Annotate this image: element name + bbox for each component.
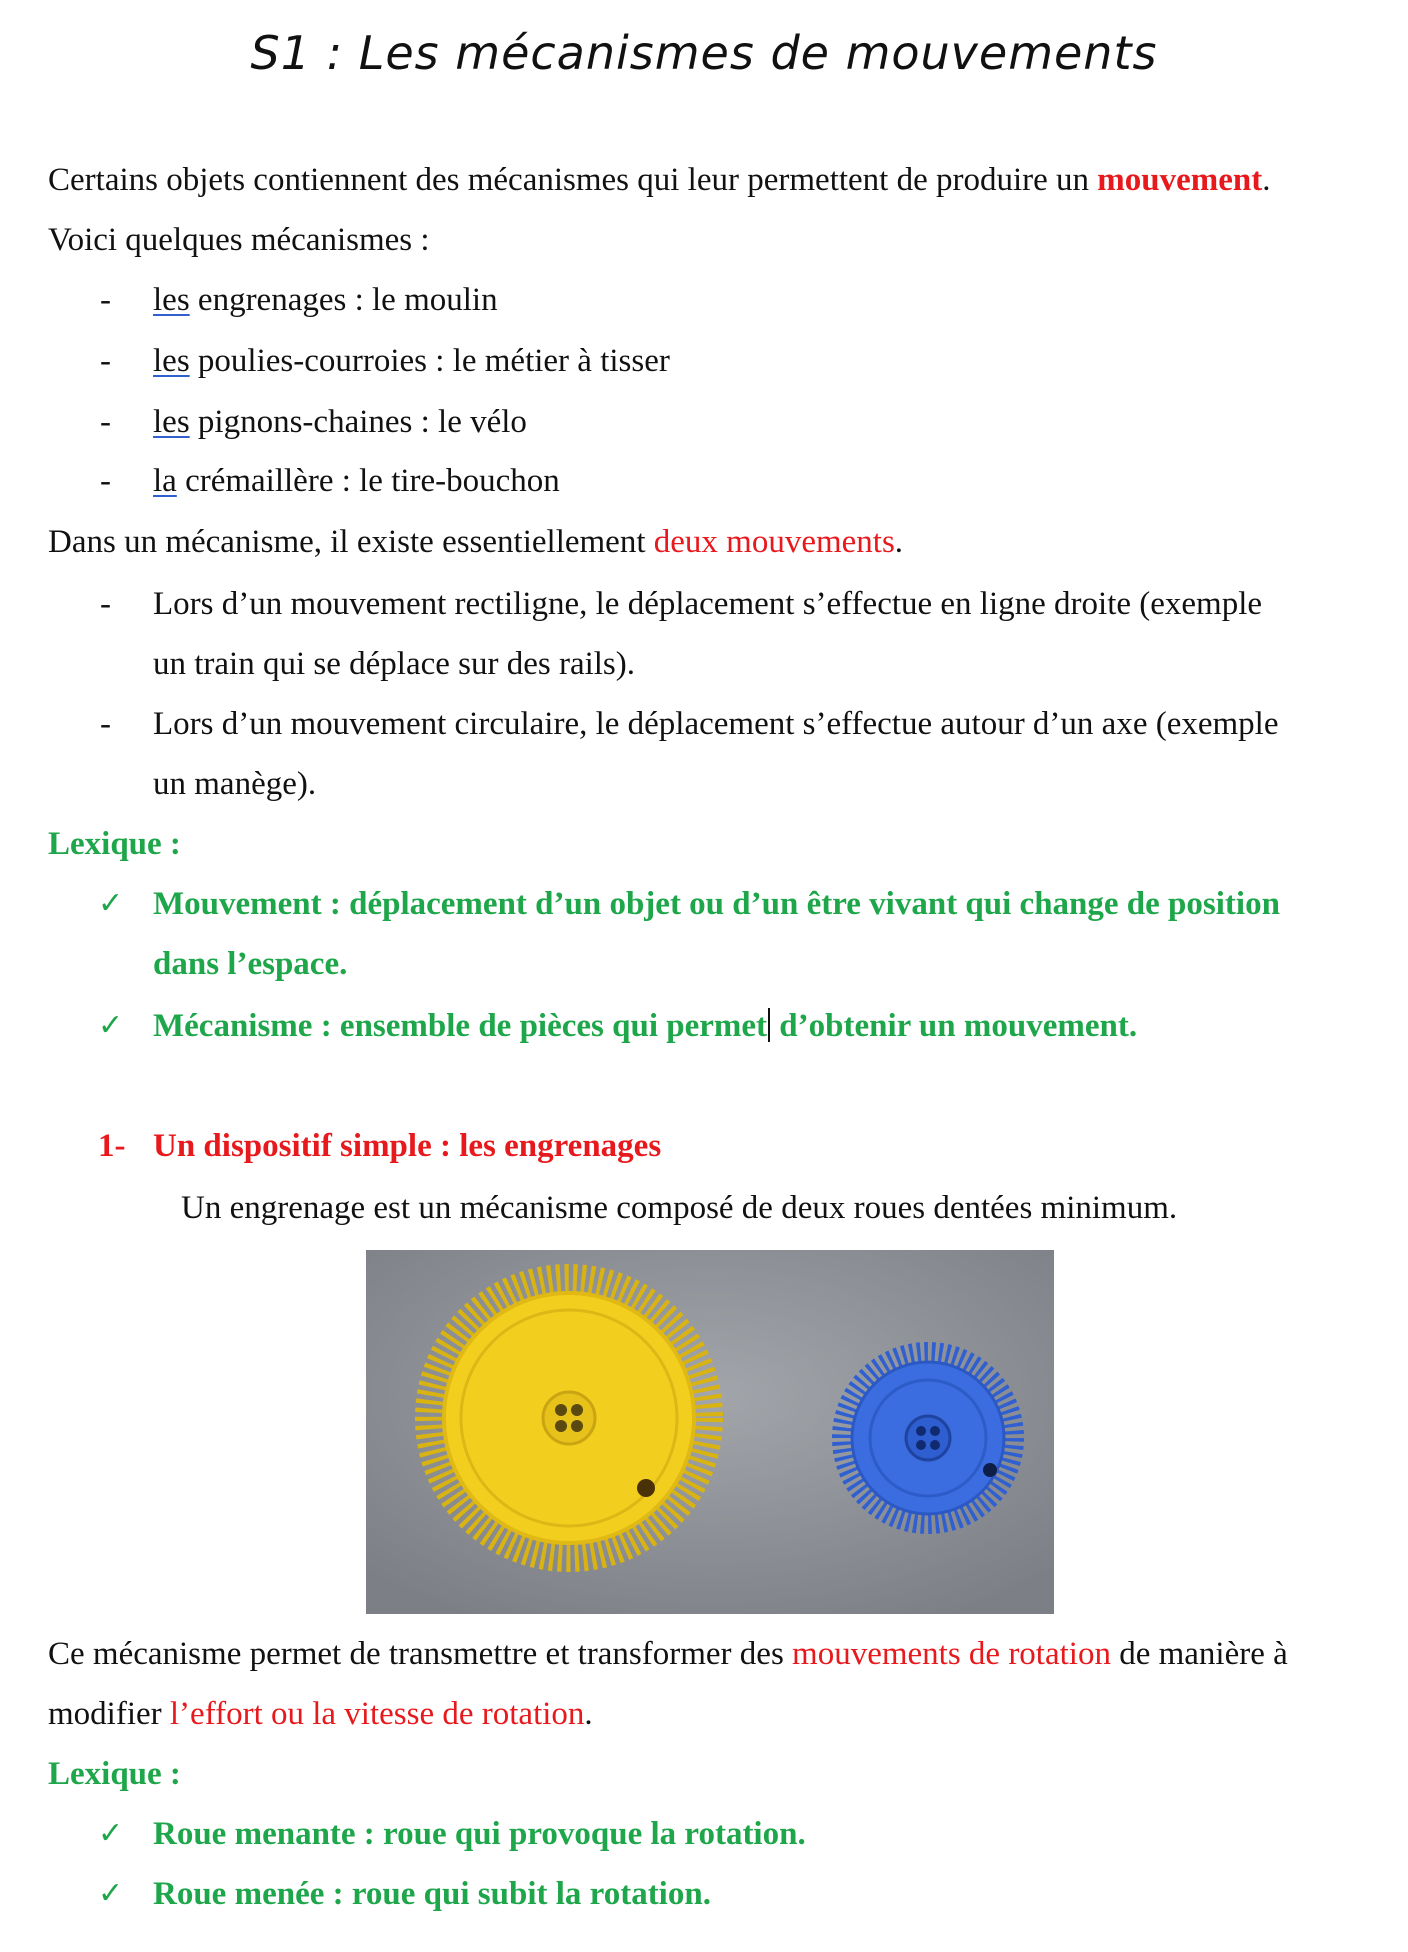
section-definition: Un engrenage est un mécanisme composé de deux roues dentées minimum. bbox=[181, 1190, 1178, 1226]
check-icon: ✓ bbox=[98, 1008, 124, 1043]
transmission-end: . bbox=[584, 1696, 593, 1732]
text-cursor bbox=[768, 1008, 770, 1042]
intro-paragraph bbox=[48, 162, 1271, 199]
lexique-item-mouvement-line1: Mouvement : déplacement d’un objet ou d’un être vivant qui change de position bbox=[153, 886, 1280, 922]
list-item-text: pignons-chaines : le vélo bbox=[189, 404, 527, 440]
section-title: Un dispositif simple : les engrenages bbox=[153, 1128, 662, 1164]
mechanisms-intro: Voici quelques mécanismes : bbox=[48, 222, 430, 258]
transmission-line2 bbox=[48, 1696, 593, 1733]
list-bullet: - bbox=[100, 343, 111, 379]
list-bullet: - bbox=[100, 586, 111, 622]
movements-intro-highlight: deux mouvements bbox=[653, 524, 895, 560]
list-bullet: - bbox=[100, 404, 111, 440]
list-item-text: engrenages : le moulin bbox=[189, 282, 498, 318]
list-item-text: poulies-courroies : le métier à tisser bbox=[189, 343, 670, 379]
intro-highlight: mouvement bbox=[1097, 162, 1263, 198]
transmission-line1 bbox=[48, 1636, 1288, 1673]
list-bullet: - bbox=[100, 706, 111, 742]
movements-intro-end: . bbox=[894, 524, 904, 560]
lexique-item-mecanisme bbox=[153, 1008, 1137, 1045]
transmission-text: modifier bbox=[48, 1696, 170, 1732]
check-icon: ✓ bbox=[98, 1816, 124, 1851]
lexique-item-text-start: Mécanisme : ensemble de pièces qui permet bbox=[153, 1008, 768, 1044]
page-title: S1 : Les mécanismes de mouvements bbox=[250, 26, 1158, 80]
list-item bbox=[153, 404, 527, 441]
check-icon: ✓ bbox=[98, 886, 124, 921]
transmission-text: Ce mécanisme permet de transmettre et transformer des bbox=[48, 1636, 793, 1672]
movement-circulaire-line2: un manège). bbox=[153, 766, 317, 802]
lexique-item-text-end: d’obtenir un mouvement. bbox=[771, 1008, 1138, 1044]
list-item bbox=[153, 463, 560, 500]
movements-intro-text: Dans un mécanisme, il existe essentiellement bbox=[48, 524, 654, 560]
movement-rectiligne-line2: un train qui se déplace sur des rails). bbox=[153, 646, 636, 682]
movement-rectiligne-line1: Lors d’un mouvement rectiligne, le déplacement s’effectue en ligne droite (exemple bbox=[153, 586, 1263, 622]
list-bullet: - bbox=[100, 282, 111, 318]
lexique-item-roue-menante: Roue menante : roue qui provoque la rotation. bbox=[153, 1816, 806, 1852]
check-icon: ✓ bbox=[98, 1876, 124, 1911]
intro-end: . bbox=[1262, 162, 1271, 198]
gears-illustration bbox=[366, 1250, 1054, 1614]
list-item-article: les bbox=[153, 343, 190, 379]
list-item-article: les bbox=[153, 282, 190, 318]
list-item bbox=[153, 282, 498, 319]
transmission-highlight: mouvements de rotation bbox=[792, 1636, 1111, 1672]
list-item-article: la bbox=[153, 463, 177, 499]
lexique-heading: Lexique : bbox=[48, 826, 181, 862]
intro-text: Certains objets contiennent des mécanismes qui leur permettent de produire un bbox=[48, 162, 1098, 198]
transmission-highlight: l’effort ou la vitesse de rotation bbox=[169, 1696, 585, 1732]
list-item-text: crémaillère : le tire-bouchon bbox=[176, 463, 560, 499]
lexique-item-roue-menee: Roue menée : roue qui subit la rotation. bbox=[153, 1876, 711, 1912]
movements-intro bbox=[48, 524, 903, 561]
transmission-text: de manière à bbox=[1110, 1636, 1288, 1672]
list-bullet: - bbox=[100, 463, 111, 499]
list-item bbox=[153, 343, 670, 380]
lexique-item-mouvement-line2: dans l’espace. bbox=[153, 946, 348, 982]
section-number: 1- bbox=[98, 1128, 126, 1164]
lexique-heading: Lexique : bbox=[48, 1756, 181, 1792]
gears-photo bbox=[366, 1250, 1054, 1614]
movement-circulaire-line1: Lors d’un mouvement circulaire, le déplacement s’effectue autour d’un axe (exemple bbox=[153, 706, 1279, 742]
list-item-article: les bbox=[153, 404, 190, 440]
